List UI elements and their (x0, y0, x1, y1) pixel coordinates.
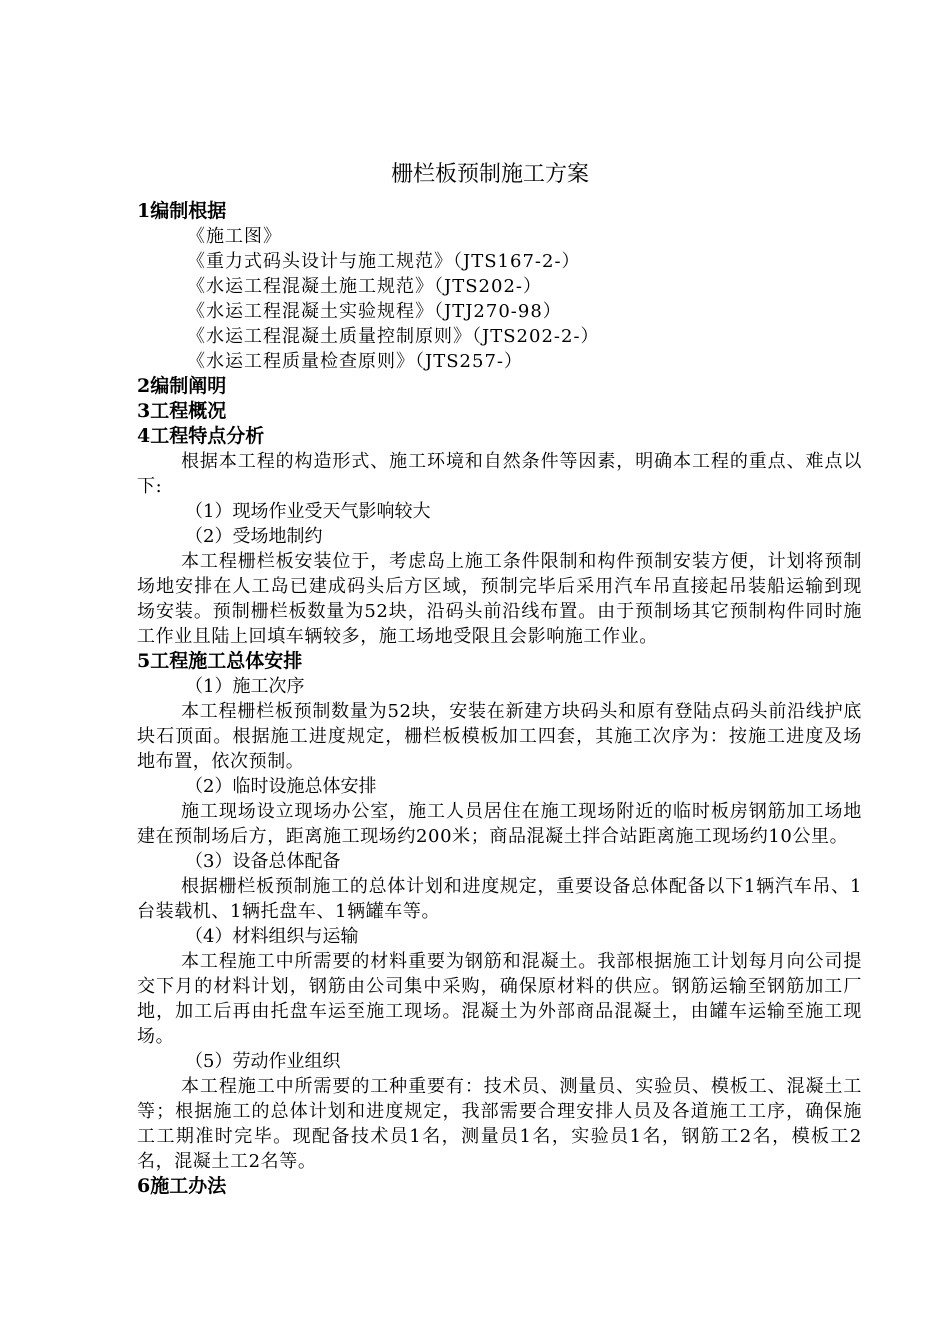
subsection-item: （1）施工次序 (185, 676, 305, 697)
paragraph: 本工程栅栏板安装位于，考虑岛上施工条件限制和构件预制安装方便，计划将预制场地安排在人工岛已建成码头后方区域，预制完毕后采用汽车吊直接起吊装船运输到现场安装。预制栅栏板数量为52块，沿码头前沿线布置。由于预制场其它预制构件同时施工作业且陆上回填车辆较多，施工场地受限且会影响施工作业。 (137, 551, 862, 647)
subsection-item: （1）现场作业受天气影响较大 (185, 501, 431, 522)
reference-item: 《重力式码头设计与施工规范》（JTS167-2-） (187, 251, 581, 272)
section-heading-6: 6施工办法 (137, 1175, 227, 1197)
subsection-item: （5）劳动作业组织 (185, 1051, 341, 1072)
subsection-item: （2）临时设施总体安排 (185, 776, 377, 797)
reference-item: 《水运工程混凝土质量控制原则》（JTS202-2-） (187, 326, 600, 347)
section-heading-1: 1编制根据 (137, 200, 227, 222)
paragraph: 本工程施工中所需要的工种重要有：技术员、测量员、实验员、模板工、混凝土工等；根据施工的总体计划和进度规定，我部需要合理安排人员及各道施工工序，确保施工工期准时完毕。现配备技术员1名，测量员1名，实验员1名，钢筋工2名，模板工2名，混凝土工2名等。 (137, 1076, 862, 1172)
paragraph: 根据本工程的构造形式、施工环境和自然条件等因素，明确本工程的重点、难点以下: (137, 451, 862, 497)
section-heading-5: 5工程施工总体安排 (137, 650, 303, 672)
paragraph: 根据栅栏板预制施工的总体计划和进度规定，重要设备总体配备以下1辆汽车吊、1台装载机、1辆托盘车、1辆罐车等。 (137, 876, 862, 922)
section-heading-4: 4工程特点分析 (137, 425, 265, 447)
subsection-item: （2）受场地制约 (185, 526, 323, 547)
document-body (137, 199, 862, 1199)
reference-item: 《水运工程混凝土实验规程》（JTJ270-98） (187, 301, 562, 322)
section-heading-2: 2编制阐明 (137, 375, 227, 397)
subsection-item: （4）材料组织与运输 (185, 926, 359, 947)
paragraph: 本工程施工中所需要的材料重要为钢筋和混凝土。我部根据施工计划每月向公司提交下月的材料计划，钢筋由公司集中采购，确保原材料的供应。钢筋运输至钢筋加工厂地，加工后再由托盘车运至施工现场。混凝土为外部商品混凝土，由罐车运输至施工现场。 (137, 951, 862, 1047)
reference-item: 《水运工程质量检查原则》（JTS257-） (187, 351, 523, 372)
paragraph: 施工现场设立现场办公室，施工人员居住在施工现场附近的临时板房钢筋加工场地建在预制场后方，距离施工现场约200米；商品混凝土拌合站距离施工现场约10公里。 (137, 801, 862, 847)
section-heading-3: 3工程概况 (137, 400, 227, 422)
paragraph: 本工程栅栏板预制数量为52块，安装在新建方块码头和原有登陆点码头前沿线护底块石顶面。根据施工进度规定，栅栏板模板加工四套，其施工次序为：按施工进度及场地布置，依次预制。 (137, 701, 862, 772)
reference-item: 《水运工程混凝土施工规范》（JTS202-） (187, 276, 542, 297)
reference-item: 《施工图》 (187, 226, 282, 247)
subsection-item: （3）设备总体配备 (185, 851, 341, 872)
document-title: 栅栏板预制施工方案 (390, 162, 589, 187)
